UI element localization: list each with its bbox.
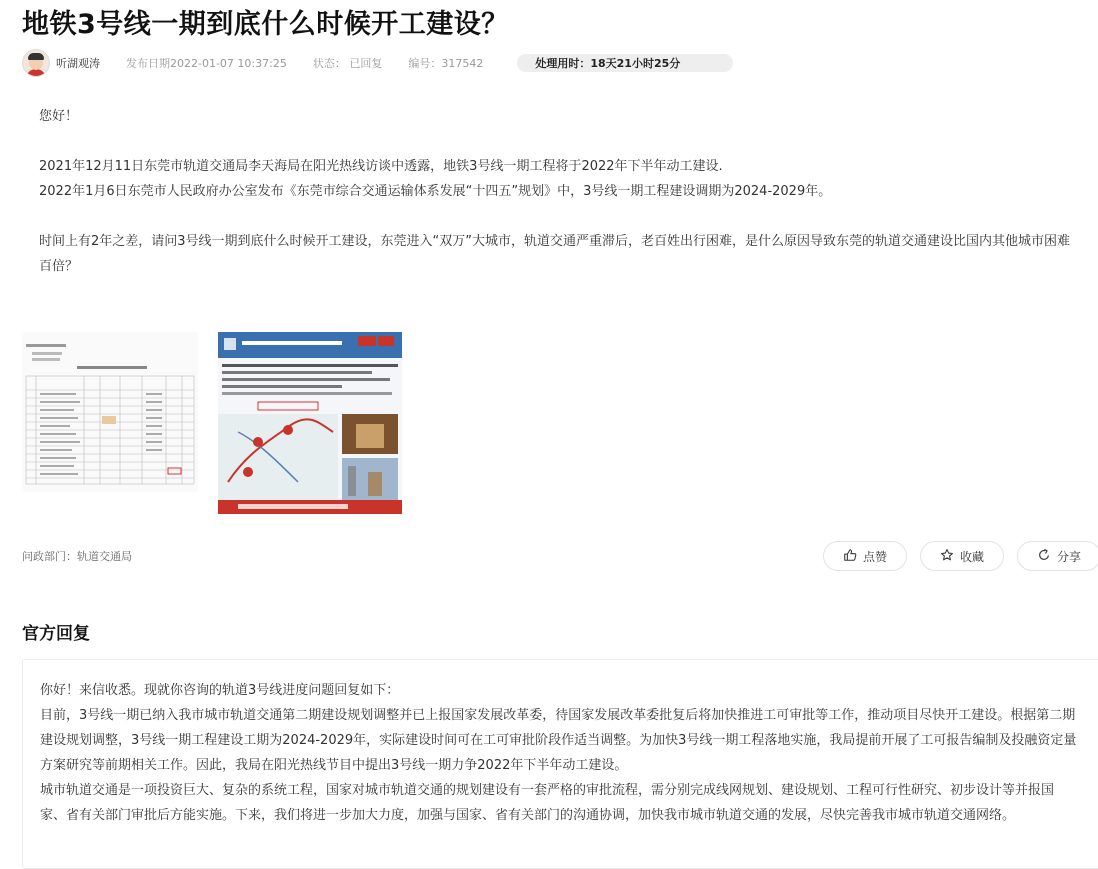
question-body	[39, 104, 1079, 279]
favorite-label: 收藏	[959, 549, 984, 564]
question-paragraph: 2021年12月11日东莞市轨道交通局李天海局在阳光热线访谈中透露，地铁3号线一期工程将于2022年下半年动工建设.	[39, 159, 723, 174]
question-title: 地铁3号线一期到底什么时候开工建设？	[22, 9, 509, 40]
reply-paragraph: 城市轨道交通是一项投资巨大、复杂的系统工程，国家对城市轨道交通的规划建设有一套严格的审批流程，需分别完成线网规划、建设规划、工程可行性研究、初步设计等并报国家、省有关部门审批后方能实施。下来，我们将进一步加大力度，加强与国家、省有关部门的沟通协调，加快我市城市轨道交通的发展，尽快完善我市城市轨道交通网络。	[40, 783, 1055, 823]
question-paragraph: 时间上有2年之差，请问3号线一期到底什么时候开工建设，东莞进入“双万”大城市，轨道交通严重滞后，老百姓出行困难，是什么原因导致东莞的轨道交通建设比国内其他城市困难百倍？	[39, 234, 1071, 274]
question-meta	[22, 49, 733, 77]
author-name[interactable]: 听湖观涛	[56, 57, 100, 70]
avatar[interactable]	[22, 49, 50, 77]
question-paragraph: 2022年1月6日东莞市人民政府办公室发布《东莞市综合交通运输体系发展“十四五”规划》中，3号线一期工程建设调期为2024-2029年。	[39, 184, 832, 199]
share-icon	[1037, 548, 1051, 565]
greeting: 您好！	[39, 109, 79, 124]
official-reply-heading: 官方回复	[22, 624, 90, 644]
like-label: 点赞	[862, 549, 887, 564]
official-reply-box	[22, 659, 1098, 869]
share-label: 分享	[1056, 549, 1081, 564]
favorite-button[interactable]	[920, 541, 1004, 571]
attachment-image-map[interactable]	[218, 332, 402, 514]
star-icon	[940, 548, 954, 565]
share-button[interactable]	[1017, 541, 1098, 571]
like-button[interactable]	[823, 541, 907, 571]
publish-date: 发布日期2022-01-07 10:37:25	[126, 57, 287, 70]
reply-paragraph: 你好！来信收悉。现就你咨询的轨道3号线进度问题回复如下：	[40, 683, 400, 698]
question-number: 编号：317542	[408, 57, 484, 70]
department-label: 问政部门：轨道交通局	[22, 550, 132, 563]
processing-time-badge: 处理用时：18天21小时25分	[517, 54, 733, 72]
thumbs-up-icon	[843, 548, 857, 565]
attachment-image-table[interactable]	[22, 332, 198, 492]
reply-paragraph: 目前，3号线一期已纳入我市城市轨道交通第二期建设规划调整并已上报国家发展改革委，待国家发展改革委批复后将加快推进工可审批等工作，推动项目尽快开工建设。根据第二期建设规划调整，3号线一期工程建设工期为2024-2029年，实际建设时间可在工可审批阶段作适当调整。为加快3号线一期工程落地实施，我局提前开展了工可报告编制及投融资定量方案研究等前期相关工作。因此，我局在阳光热线节目中提出3号线一期力争2022年下半年动工建设。	[40, 708, 1077, 773]
status-text: 状态： 已回复	[312, 57, 383, 70]
